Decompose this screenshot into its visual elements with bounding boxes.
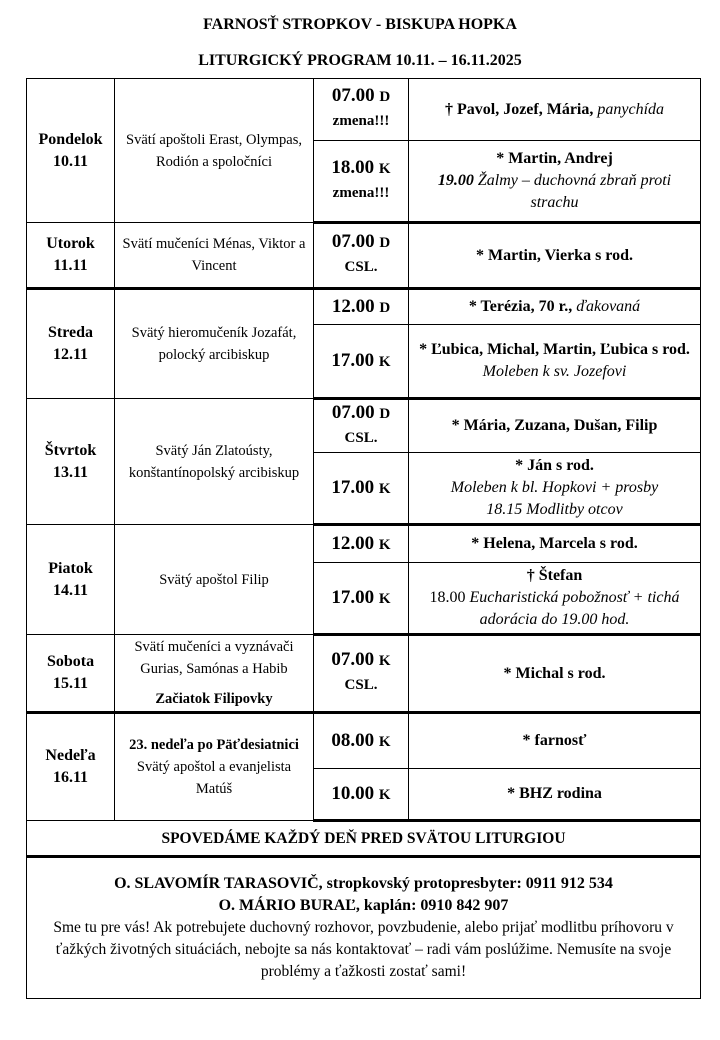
chaplain-contact: O. MÁRIO BURAĽ, kaplán: 0910 842 907 (218, 897, 509, 914)
contact-row (27, 857, 701, 999)
day-cell (27, 635, 115, 713)
saint-cell: Svätí apoštoli Erast, Olympas, Rodión a spoločníci (115, 79, 314, 223)
confession-row (27, 821, 701, 857)
intention-cell (409, 141, 701, 223)
service-time: 18.00 (331, 156, 375, 178)
day-cell (27, 79, 115, 223)
day-date: 12.11 (52, 346, 89, 363)
intention-cell: * Martin, Vierka s rod. (409, 223, 701, 289)
day-row-utorok (27, 223, 701, 289)
service-rite: D (379, 89, 391, 105)
extra-text: Žalmy – duchovná zbraň proti strachu (477, 172, 672, 211)
service-rite: K (378, 653, 391, 669)
service-rite: D (379, 235, 391, 251)
service-time-cell (314, 289, 409, 325)
intention-cell (409, 453, 701, 525)
day-row-nedela (27, 713, 701, 769)
service-time-cell (314, 325, 409, 399)
day-row-piatok (27, 525, 701, 563)
day-cell (27, 289, 115, 399)
service-rite: K (378, 786, 391, 803)
intention-text: * Ľubica, Michal, Martin, Ľubica s rod. (419, 341, 690, 358)
day-cell (27, 399, 115, 525)
contact-message: Sme tu pre vás! Ak potrebujete duchovný rozhovor, povzbudenie, alebo prijať modlitbu príhovoru v ťažkých životných situáciách, nebojte sa nás kontaktovať – radi vám poslúžime. Nemusíte na svoje problémy a ťažkosti zostať sami! (53, 919, 674, 980)
service-time: 10.00 (331, 782, 375, 804)
day-row-pondelok (27, 79, 701, 141)
day-row-stvrtok (27, 399, 701, 453)
service-note: zmena!!! (332, 113, 390, 129)
service-time: 07.00 (331, 231, 375, 252)
service-time-cell (314, 141, 409, 223)
document-title: FARNOSŤ STROPKOV - BISKUPA HOPKA (203, 16, 517, 33)
service-note: zmena!!! (332, 184, 390, 201)
service-rite: K (378, 733, 391, 750)
intention-text: * Martin, Andrej (496, 150, 613, 167)
day-date: 14.11 (52, 581, 89, 599)
day-row-sobota (27, 635, 701, 713)
day-name: Štvrtok (44, 441, 97, 459)
service-time-cell (314, 713, 409, 769)
service-time-cell (314, 223, 409, 289)
service-note: CSL. (344, 677, 378, 693)
intention-cell (409, 289, 701, 325)
service-rite: K (378, 536, 391, 553)
service-time-cell (314, 79, 409, 141)
intention-text: * Ján s rod. (515, 457, 594, 474)
service-rite: K (378, 480, 391, 497)
saint-heading: 23. nedeľa po Päťdesiatnici (129, 737, 299, 753)
service-time-cell (314, 563, 409, 635)
service-rite: K (378, 353, 391, 370)
liturgical-program-table (26, 78, 701, 999)
service-time: 07.00 (331, 85, 375, 106)
service-time-cell (314, 399, 409, 453)
intention-text: † Pavol, Jozef, Mária, (444, 100, 594, 118)
service-time: 17.00 (331, 476, 375, 498)
intention-cell (409, 325, 701, 399)
service-time: 17.00 (331, 349, 375, 371)
intention-type: panychída (597, 100, 665, 118)
intention-cell: * Mária, Zuzana, Dušan, Filip (409, 399, 701, 453)
intention-cell: * BHZ rodina (409, 769, 701, 821)
day-name: Streda (47, 324, 94, 341)
extra-text: Moleben k sv. Jozefovi (482, 363, 627, 380)
service-rite: D (379, 299, 391, 316)
day-date: 13.11 (52, 463, 89, 481)
intention-cell (409, 79, 701, 141)
intention-text: * Terézia, 70 r., (468, 298, 573, 315)
service-time-cell (314, 769, 409, 821)
day-name: Utorok (46, 235, 95, 252)
extra-time: 18.00 (429, 589, 466, 606)
saint-cell (115, 713, 314, 821)
day-date: 16.11 (52, 769, 89, 786)
day-name: Pondelok (38, 130, 103, 148)
service-time-cell (314, 453, 409, 525)
day-name: Sobota (46, 653, 95, 670)
day-date: 15.11 (52, 675, 89, 692)
day-date: 10.11 (52, 152, 89, 170)
service-time: 07.00 (331, 649, 375, 670)
contact-cell (27, 857, 701, 999)
service-time-cell (314, 525, 409, 563)
day-date: 11.11 (53, 257, 88, 274)
saint-cell: Svätý Ján Zlatoústy, konštantínopolský arcibiskup (115, 399, 314, 525)
day-name: Piatok (48, 559, 93, 577)
service-rite: K (378, 590, 391, 607)
service-time: 12.00 (331, 295, 375, 317)
day-name: Nedeľa (45, 747, 96, 764)
service-rite: K (378, 160, 391, 177)
service-time-cell (314, 635, 409, 713)
saint-text: Svätý apoštol a evanjelista Matúš (136, 759, 292, 797)
intention-text: † Štefan (526, 567, 583, 584)
intention-cell: * Michal s rod. (409, 635, 701, 713)
saint-cell: Svätý apoštol Filip (115, 525, 314, 635)
service-note: CSL. (344, 429, 378, 446)
service-time: 07.00 (331, 401, 375, 423)
service-time: 17.00 (331, 586, 375, 608)
saint-cell (115, 635, 314, 713)
priest-contact: O. SLAVOMÍR TARASOVIČ, stropkovský protopresbyter: 0911 912 534 (114, 875, 613, 892)
extra-text-2: 18.15 Modlitby otcov (486, 501, 623, 518)
extra-text: Moleben k bl. Hopkovi + prosby (450, 479, 659, 496)
service-time: 08.00 (331, 729, 375, 751)
day-cell (27, 223, 115, 289)
intention-cell: * Helena, Marcela s rod. (409, 525, 701, 563)
day-cell (27, 713, 115, 821)
confession-notice: SPOVEDÁME KAŽDÝ DEŇ PRED SVÄTOU LITURGIOU (27, 821, 701, 857)
service-note: CSL. (344, 259, 378, 275)
extra-text: Eucharistická pobožnosť + tichá adorácia do 19.00 hod. (469, 589, 680, 628)
saint-cell: Svätí mučeníci Ménas, Viktor a Vincent (115, 223, 314, 289)
saint-cell: Svätý hieromučeník Jozafát, polocký arcibiskup (115, 289, 314, 399)
intention-cell: * farnosť (409, 713, 701, 769)
service-rite: D (379, 405, 391, 422)
service-time: 12.00 (331, 532, 375, 554)
saint-extra: Začiatok Filipovky (155, 691, 273, 707)
day-cell (27, 525, 115, 635)
day-row-streda (27, 289, 701, 325)
program-subtitle: LITURGICKÝ PROGRAM 10.11. – 16.11.2025 (198, 52, 522, 69)
intention-type: ďakovaná (576, 298, 641, 315)
intention-cell (409, 563, 701, 635)
extra-time: 19.00 (437, 172, 474, 189)
saint-text: Svätí mučeníci a vyznávači Gurias, Samónas a Habib (134, 639, 294, 677)
